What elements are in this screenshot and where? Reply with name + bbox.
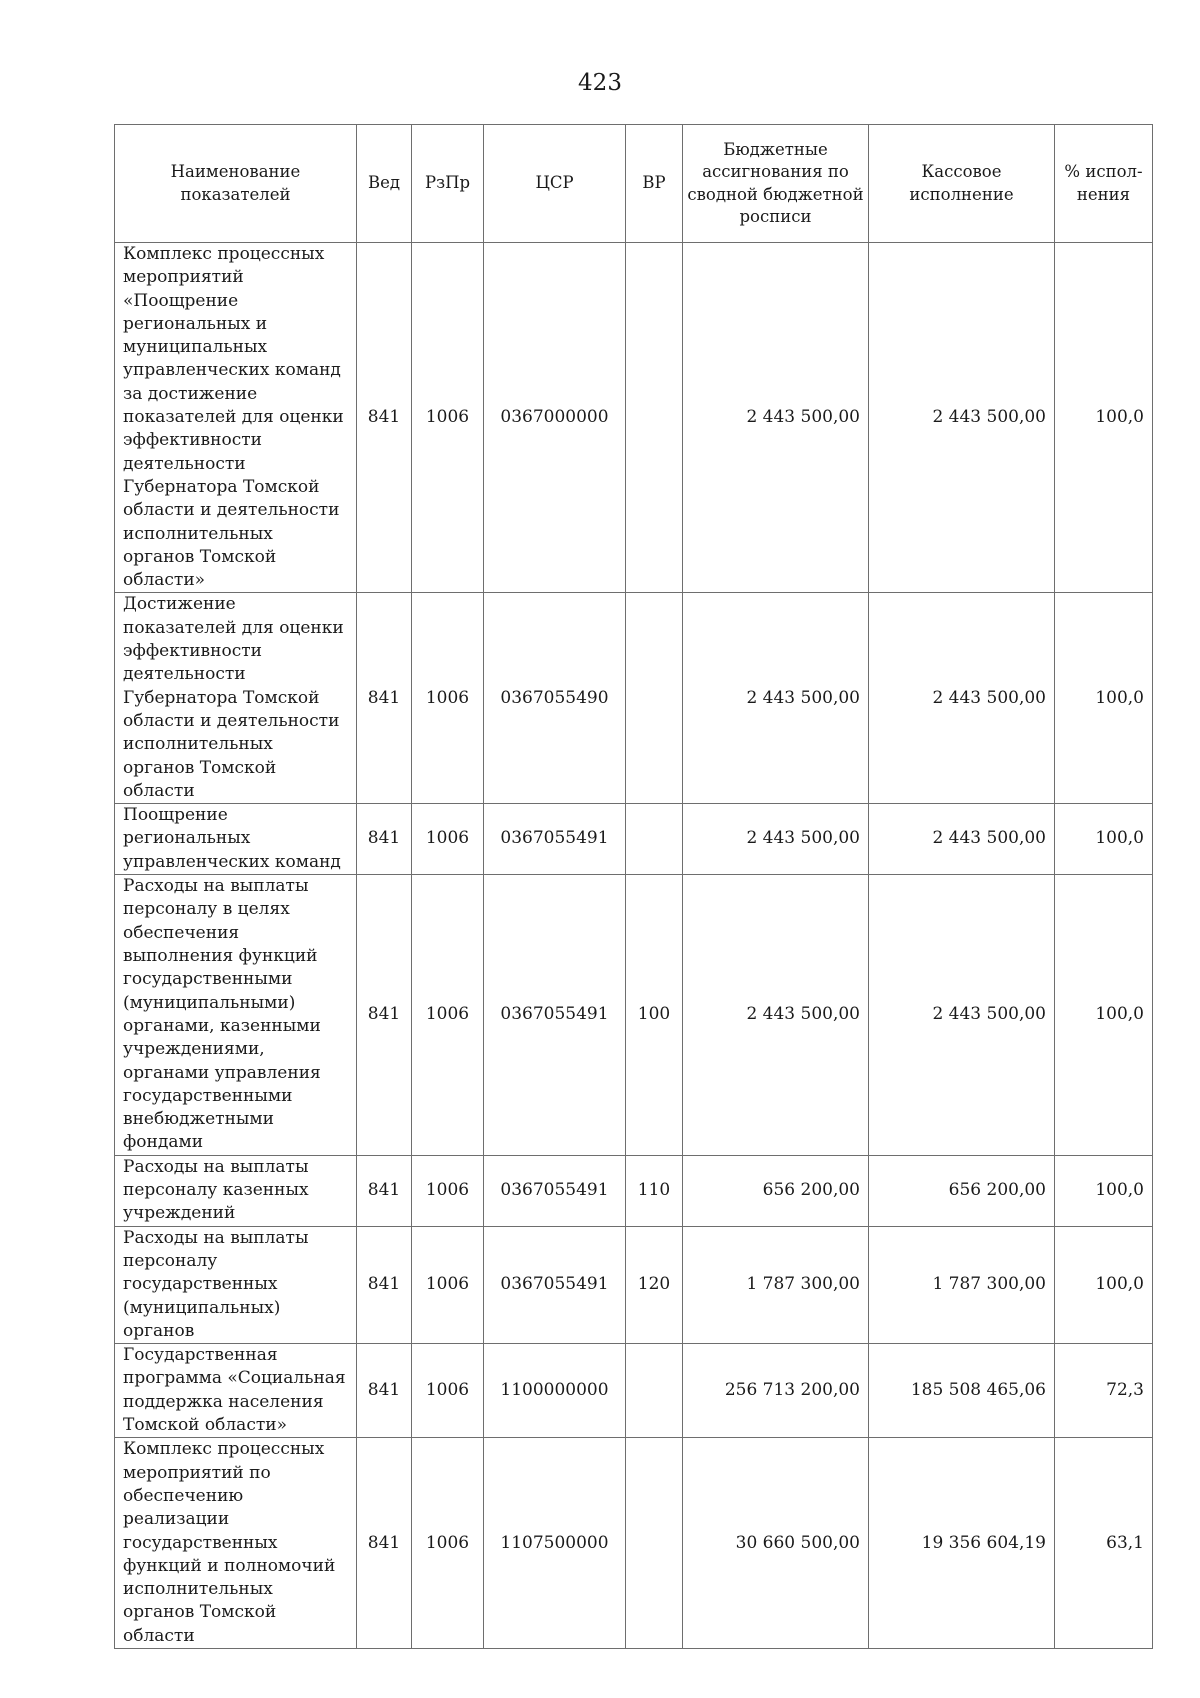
row-percent: 100,0: [1055, 804, 1153, 875]
row-percent: 72,3: [1055, 1344, 1153, 1438]
row-rzpr: 1006: [412, 593, 484, 804]
row-percent: 100,0: [1055, 593, 1153, 804]
row-assignments: 656 200,00: [683, 1155, 869, 1226]
row-csr: 0367000000: [484, 243, 626, 593]
row-ved: 841: [357, 1438, 412, 1649]
row-name: Расходы на выплаты персоналу в целях обеспечения выполнения функций государственными (муниципальными) органами, казенными учреждениями, органами управления государственными внебюджетными фондами: [115, 875, 357, 1156]
row-assignments: 1 787 300,00: [683, 1226, 869, 1343]
table-row: [115, 1155, 1153, 1226]
row-name: Комплекс процессных мероприятий «Поощрение региональных и муниципальных управленческих команд за достижение показателей для оценки эффективности деятельности Губернатора Томской области и деятельности исполнительных органов Томской области»: [115, 243, 357, 593]
header-vr: ВР: [626, 125, 683, 243]
row-rzpr: 1006: [412, 804, 484, 875]
header-percent-execution: % испол-нения: [1055, 125, 1153, 243]
table-row: [115, 243, 1153, 593]
row-assignments: 30 660 500,00: [683, 1438, 869, 1649]
row-cash-execution: 2 443 500,00: [869, 875, 1055, 1156]
row-assignments: 2 443 500,00: [683, 593, 869, 804]
row-vr: 100: [626, 875, 683, 1156]
row-assignments: 2 443 500,00: [683, 243, 869, 593]
header-cash-execution: Кассовое исполнение: [869, 125, 1055, 243]
row-rzpr: 1006: [412, 1226, 484, 1343]
row-vr: [626, 1344, 683, 1438]
row-percent: 100,0: [1055, 875, 1153, 1156]
row-name: Государственная программа «Социальная поддержка населения Томской области»: [115, 1344, 357, 1438]
table-row: [115, 1226, 1153, 1343]
row-csr: 0367055490: [484, 593, 626, 804]
row-vr: [626, 804, 683, 875]
table-header-row: [115, 125, 1153, 243]
row-cash-execution: 2 443 500,00: [869, 593, 1055, 804]
row-assignments: 256 713 200,00: [683, 1344, 869, 1438]
header-assignments: Бюджетные ассигнования по сводной бюджетной росписи: [683, 125, 869, 243]
row-csr: 0367055491: [484, 1226, 626, 1343]
row-vr: 120: [626, 1226, 683, 1343]
row-rzpr: 1006: [412, 243, 484, 593]
row-cash-execution: 2 443 500,00: [869, 804, 1055, 875]
row-assignments: 2 443 500,00: [683, 804, 869, 875]
row-ved: 841: [357, 1344, 412, 1438]
row-ved: 841: [357, 804, 412, 875]
budget-execution-table: [114, 124, 1153, 1649]
row-rzpr: 1006: [412, 875, 484, 1156]
row-ved: 841: [357, 875, 412, 1156]
row-csr: 0367055491: [484, 1155, 626, 1226]
table-row: [115, 804, 1153, 875]
row-csr: 0367055491: [484, 804, 626, 875]
row-name: Поощрение региональных управленческих команд: [115, 804, 357, 875]
row-rzpr: 1006: [412, 1438, 484, 1649]
row-percent: 100,0: [1055, 243, 1153, 593]
row-csr: 1107500000: [484, 1438, 626, 1649]
row-ved: 841: [357, 1155, 412, 1226]
row-vr: [626, 593, 683, 804]
row-rzpr: 1006: [412, 1155, 484, 1226]
row-percent: 63,1: [1055, 1438, 1153, 1649]
header-name: Наименование показателей: [115, 125, 357, 243]
row-name: Достижение показателей для оценки эффективности деятельности Губернатора Томской области и деятельности исполнительных органов Томской области: [115, 593, 357, 804]
page-number: 423: [578, 70, 622, 96]
header-rzpr: РзПр: [412, 125, 484, 243]
row-cash-execution: 19 356 604,19: [869, 1438, 1055, 1649]
row-name: Расходы на выплаты персоналу государственных (муниципальных) органов: [115, 1226, 357, 1343]
row-vr: [626, 243, 683, 593]
row-csr: 0367055491: [484, 875, 626, 1156]
row-percent: 100,0: [1055, 1226, 1153, 1343]
row-percent: 100,0: [1055, 1155, 1153, 1226]
row-ved: 841: [357, 593, 412, 804]
row-name: Комплекс процессных мероприятий по обеспечению реализации государственных функций и полномочий исполнительных органов Томской области: [115, 1438, 357, 1649]
row-ved: 841: [357, 243, 412, 593]
row-cash-execution: 2 443 500,00: [869, 243, 1055, 593]
table-row: [115, 593, 1153, 804]
row-ved: 841: [357, 1226, 412, 1343]
row-cash-execution: 656 200,00: [869, 1155, 1055, 1226]
table-row: [115, 1344, 1153, 1438]
row-rzpr: 1006: [412, 1344, 484, 1438]
row-name: Расходы на выплаты персоналу казенных учреждений: [115, 1155, 357, 1226]
row-cash-execution: 1 787 300,00: [869, 1226, 1055, 1343]
row-vr: [626, 1438, 683, 1649]
header-csr: ЦСР: [484, 125, 626, 243]
table-row: [115, 1438, 1153, 1649]
row-vr: 110: [626, 1155, 683, 1226]
row-assignments: 2 443 500,00: [683, 875, 869, 1156]
table-row: [115, 875, 1153, 1156]
row-csr: 1100000000: [484, 1344, 626, 1438]
row-cash-execution: 185 508 465,06: [869, 1344, 1055, 1438]
header-ved: Вед: [357, 125, 412, 243]
